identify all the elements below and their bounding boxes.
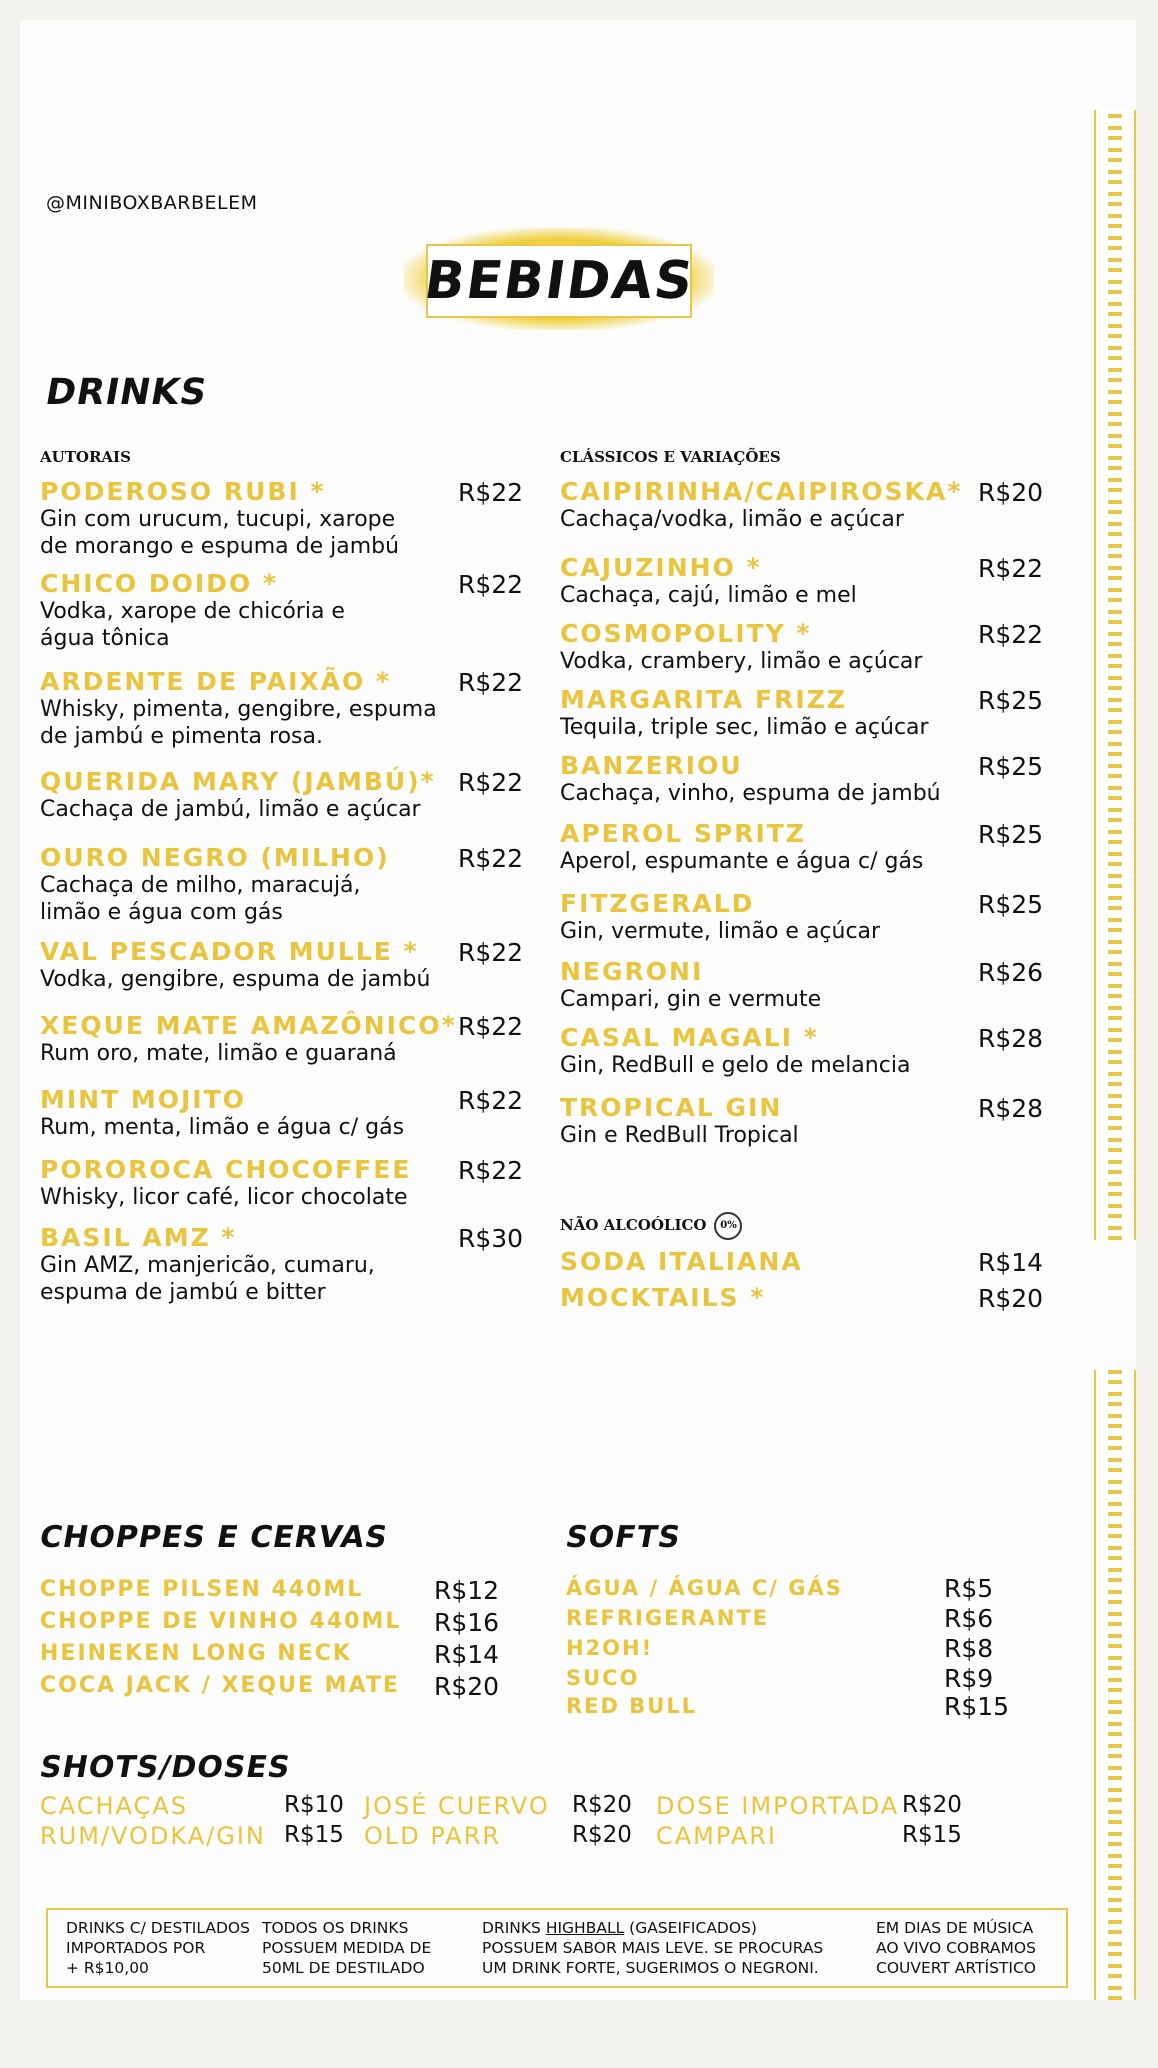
item-description: Rum oro, mate, limão e guaraná — [40, 1041, 397, 1066]
notes-box — [46, 1908, 1068, 1988]
classicos-heading: CLÁSSICOS E VARIAÇÕES — [560, 448, 781, 466]
menu-item — [560, 1248, 803, 1276]
item-name: BANZERIOU — [560, 751, 743, 780]
softs-heading: SOFTS — [562, 1520, 684, 1555]
shot-name: OLD PARR — [364, 1822, 502, 1850]
item-name: COSMOPOLITY * — [560, 619, 812, 648]
menu-page — [20, 20, 1136, 2000]
item-name: ARDENTE DE PAIXÃO * — [40, 667, 392, 696]
item-price: R$12 — [434, 1576, 500, 1605]
menu-item — [40, 1576, 363, 1604]
menu-item — [40, 478, 399, 560]
item-price: R$22 — [458, 478, 524, 507]
item-name: MOCKTAILS * — [560, 1283, 766, 1312]
item-description: Cachaça/vodka, limão e açúcar — [560, 507, 904, 532]
item-description: Rum, menta, limão e água c/ gás — [40, 1115, 405, 1140]
item-name: CASAL MAGALI * — [560, 1023, 819, 1052]
menu-item — [40, 1156, 411, 1211]
shot-price: R$20 — [572, 1822, 632, 1848]
autorais-heading: AUTORAIS — [40, 448, 131, 466]
note-highball: DRINKS HIGHBALL (GASEIFICADOS) POSSUEM SABOR MAIS LEVE. SE PROCURAS UM DRINK FORTE, SUGERIMOS O NEGRONI. — [482, 1919, 824, 1977]
title-badge — [404, 228, 714, 330]
item-name: POROROCA CHOCOFFEE — [40, 1155, 412, 1184]
shot-price: R$15 — [284, 1822, 344, 1848]
note-medida: TODOS OS DRINKS POSSUEM MEDIDA DE 50ML DE DESTILADO — [262, 1919, 432, 1977]
menu-item — [560, 1024, 910, 1079]
menu-item — [560, 752, 941, 807]
shots-heading: SHOTS/DOSES — [36, 1750, 294, 1785]
item-name: HEINEKEN LONG NECK — [40, 1641, 352, 1666]
item-name: FITZGERALD — [560, 889, 755, 918]
menu-item — [560, 1284, 765, 1312]
note-destilados: DRINKS C/ DESTILADOS IMPORTADOS POR + R$10,00 — [66, 1919, 250, 1977]
item-price: R$30 — [458, 1224, 524, 1253]
item-name: MARGARITA FRIZZ — [560, 685, 847, 714]
item-name: VAL PESCADOR MULLE * — [40, 937, 419, 966]
item-name: CAJUZINHO * — [560, 553, 762, 582]
item-description: de jambú e pimenta rosa. — [40, 724, 323, 749]
menu-item — [560, 620, 922, 675]
item-name: CHOPPE PILSEN 440ML — [40, 1577, 364, 1602]
item-description: Gin com urucum, tucupi, xarope — [40, 507, 396, 532]
item-name: SUCO — [566, 1666, 640, 1690]
shot-price: R$20 — [902, 1792, 962, 1818]
item-name: CHICO DOIDO * — [40, 569, 278, 598]
item-price: R$22 — [978, 620, 1044, 649]
item-price: R$16 — [434, 1608, 500, 1637]
item-price: R$22 — [458, 1012, 524, 1041]
item-name: CHOPPE DE VINHO 440ML — [40, 1609, 402, 1634]
nao-alcoolico-heading: NÃO ALCOÓLICO 0% — [560, 1212, 742, 1240]
item-description: espuma de jambú e bitter — [40, 1280, 326, 1305]
item-description: Cachaça de milho, maracujá, — [40, 873, 361, 898]
item-price: R$15 — [944, 1692, 1010, 1721]
item-name: PODEROSO RUBI * — [40, 477, 326, 506]
zero-alcohol-icon: 0% — [714, 1212, 742, 1240]
greek-key-border-bottom — [1094, 1370, 1136, 2000]
item-name: SODA ITALIANA — [560, 1247, 803, 1276]
menu-item — [566, 1692, 697, 1720]
menu-item — [40, 1608, 401, 1636]
shot-name: DOSE IMPORTADA — [656, 1792, 900, 1820]
menu-item — [560, 554, 857, 609]
item-price: R$22 — [458, 1086, 524, 1115]
item-description: Cachaça, vinho, espuma de jambú — [560, 781, 941, 806]
menu-item — [40, 1672, 400, 1700]
item-price: R$8 — [944, 1634, 994, 1663]
item-description: limão e água com gás — [40, 900, 283, 925]
item-price: R$22 — [458, 768, 524, 797]
item-price: R$22 — [978, 554, 1044, 583]
item-price: R$20 — [978, 1284, 1044, 1313]
item-name: REFRIGERANTE — [566, 1606, 770, 1630]
item-description: Cachaça, cajú, limão e mel — [560, 583, 857, 608]
item-price: R$5 — [944, 1574, 994, 1603]
menu-item — [40, 768, 436, 823]
item-description: Tequila, triple sec, limão e açúcar — [560, 715, 929, 740]
item-price: R$25 — [978, 752, 1044, 781]
menu-item — [40, 1012, 457, 1067]
item-price: R$20 — [978, 478, 1044, 507]
menu-item — [566, 1634, 653, 1662]
menu-item — [40, 570, 345, 652]
shot-name: JOSÉ CUERVO — [364, 1792, 550, 1820]
item-description: Vodka, crambery, limão e açúcar — [560, 649, 923, 674]
drinks-heading: DRINKS — [42, 372, 211, 413]
menu-item — [560, 1094, 799, 1149]
item-price: R$22 — [458, 938, 524, 967]
shot-price: R$15 — [902, 1822, 962, 1848]
page-title: BEBIDAS — [420, 251, 698, 311]
item-name: MINT MOJITO — [40, 1085, 246, 1114]
item-price: R$25 — [978, 686, 1044, 715]
item-description: Gin, vermute, limão e açúcar — [560, 919, 881, 944]
menu-item — [560, 686, 929, 741]
menu-item — [40, 1224, 375, 1306]
item-price: R$22 — [458, 1156, 524, 1185]
menu-item — [40, 1086, 404, 1141]
item-name: XEQUE MATE AMAZÔNICO* — [40, 1011, 457, 1040]
item-name: RED BULL — [566, 1694, 698, 1718]
item-name: BASIL AMZ * — [40, 1223, 237, 1252]
shot-price: R$20 — [572, 1792, 632, 1818]
item-description: Whisky, pimenta, gengibre, espuma — [40, 697, 437, 722]
item-description: de morango e espuma de jambú — [40, 534, 400, 559]
item-description: Vodka, xarope de chicória e — [40, 599, 345, 624]
menu-item — [560, 890, 880, 945]
menu-item — [560, 478, 962, 533]
instagram-handle: @MINIBOXBARBELEM — [46, 192, 258, 214]
item-price: R$14 — [434, 1640, 500, 1669]
item-description: Aperol, espumante e água c/ gás — [560, 849, 924, 874]
shot-name: CAMPARI — [656, 1822, 777, 1850]
item-name: QUERIDA MARY (JAMBÚ)* — [40, 767, 436, 796]
item-name: COCA JACK / XEQUE MATE — [40, 1673, 400, 1698]
shot-name: CACHAÇAS — [40, 1792, 188, 1820]
item-description: Gin e RedBull Tropical — [560, 1123, 799, 1148]
menu-item — [40, 844, 390, 926]
item-price: R$9 — [944, 1664, 994, 1693]
item-price: R$25 — [978, 890, 1044, 919]
greek-key-border-top — [1094, 110, 1136, 1240]
item-name: TROPICAL GIN — [560, 1093, 783, 1122]
shot-price: R$10 — [284, 1792, 344, 1818]
item-description: Campari, gin e vermute — [560, 987, 822, 1012]
item-name: APEROL SPRITZ — [560, 819, 806, 848]
menu-item — [40, 1640, 352, 1668]
menu-item — [40, 938, 430, 993]
item-description: Vodka, gengibre, espuma de jambú — [40, 967, 431, 992]
item-price: R$26 — [978, 958, 1044, 987]
choppes-heading: CHOPPES E CERVAS — [36, 1520, 391, 1555]
item-description: Cachaça de jambú, limão e açúcar — [40, 797, 421, 822]
item-price: R$22 — [458, 570, 524, 599]
item-price: R$28 — [978, 1024, 1044, 1053]
item-price: R$22 — [458, 668, 524, 697]
item-name: H2OH! — [566, 1636, 654, 1660]
item-price: R$28 — [978, 1094, 1044, 1123]
item-price: R$6 — [944, 1604, 994, 1633]
item-description: água tônica — [40, 626, 170, 651]
item-price: R$25 — [978, 820, 1044, 849]
note-couvert: EM DIAS DE MÚSICA AO VIVO COBRAMOS COUVERT ARTÍSTICO — [876, 1919, 1036, 1977]
item-description: Gin AMZ, manjericão, cumaru, — [40, 1253, 375, 1278]
item-description: Whisky, licor café, licor chocolate — [40, 1185, 408, 1210]
item-price: R$20 — [434, 1672, 500, 1701]
item-name: CAIPIRINHA/CAIPIROSKA* — [560, 477, 963, 506]
item-name: ÁGUA / ÁGUA C/ GÁS — [566, 1576, 843, 1600]
item-name: OURO NEGRO (MILHO) — [40, 843, 390, 872]
item-description: Gin, RedBull e gelo de melancia — [560, 1053, 911, 1078]
menu-item — [560, 820, 923, 875]
menu-item — [566, 1604, 769, 1632]
menu-item — [566, 1664, 639, 1692]
menu-item — [566, 1574, 843, 1602]
menu-item — [560, 958, 821, 1013]
menu-item — [40, 668, 437, 750]
item-price: R$14 — [978, 1248, 1044, 1277]
shot-name: RUM/VODKA/GIN — [40, 1822, 266, 1850]
item-name: NEGRONI — [560, 957, 704, 986]
item-price: R$22 — [458, 844, 524, 873]
